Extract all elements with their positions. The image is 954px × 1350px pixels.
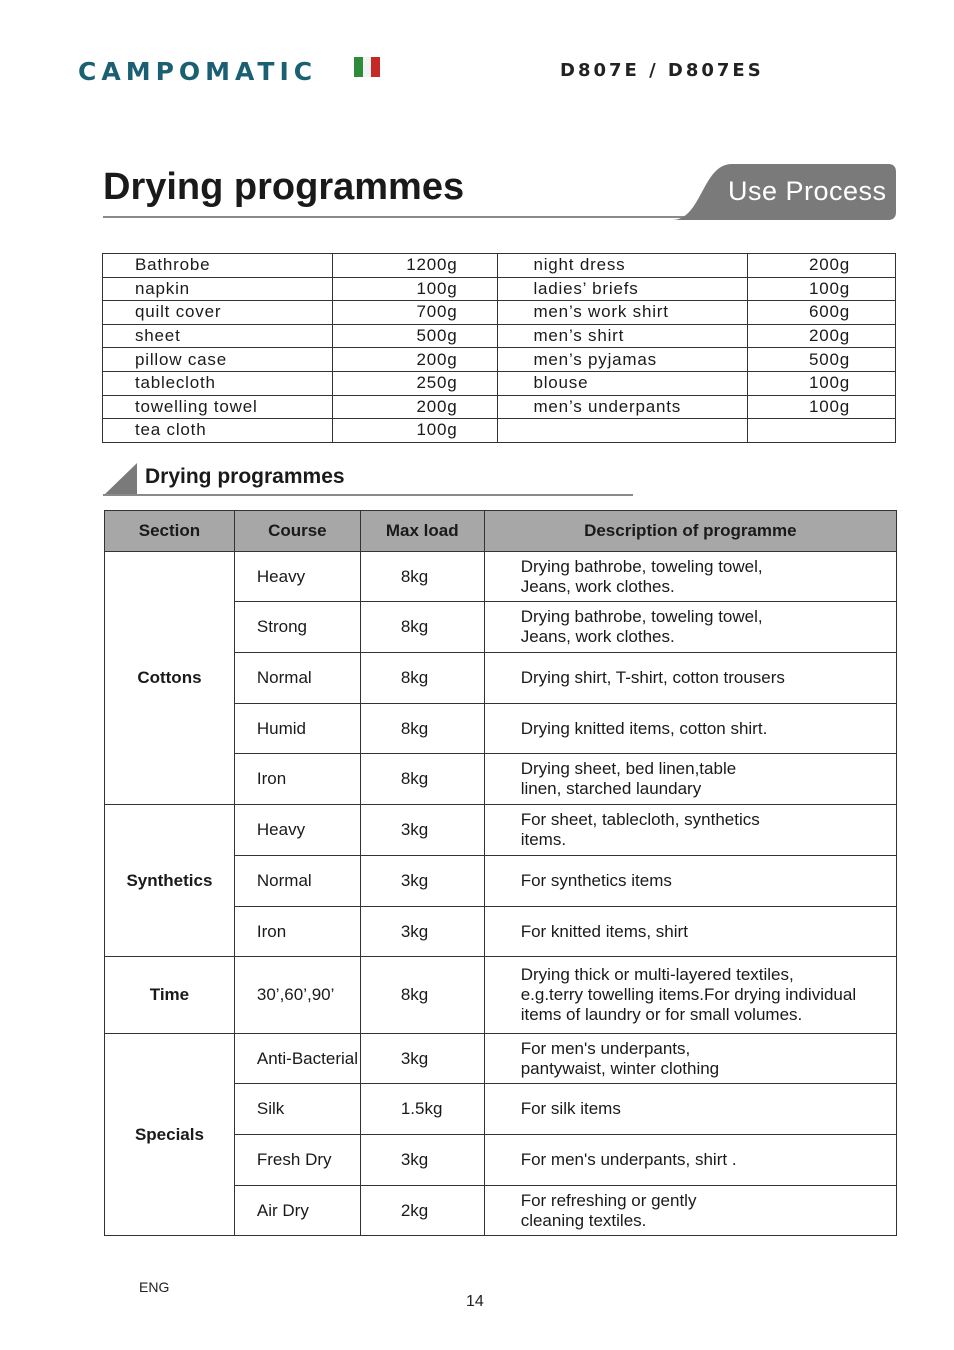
programme-description [484,957,896,1034]
weight-cell-a-val: 500g [332,324,498,348]
description-line: items. [520,830,567,849]
course-name: Heavy [234,805,360,856]
programme-description [484,907,896,957]
page-title: Drying programmes [103,166,465,208]
weight-cell-b-val: 500g [748,348,896,372]
weight-cell-b-val: 100g [748,395,896,419]
programme-row [105,1034,897,1084]
description-line: For men's underpants, [520,1038,691,1058]
weight-cell-a-val: 200g [332,348,498,372]
course-name: Iron [234,907,360,957]
description-line: For refreshing or gently [520,1190,697,1210]
title-divider [103,216,703,218]
subtitle-divider [103,494,633,496]
course-name: Fresh Dry [234,1135,360,1186]
flag-icon [354,57,380,77]
weight-row [103,277,896,301]
weight-cell-a-val: 700g [332,301,498,325]
max-load: 3kg [360,1135,484,1186]
weight-row [103,419,896,443]
weight-cell-a-val: 250g [332,371,498,395]
description-line: cleaning textiles. [520,1210,647,1230]
weight-cell-b-val: 200g [748,324,896,348]
flag-white [363,57,372,77]
brand-logo: CAMPOMATIC [78,57,318,86]
flag-red [371,57,380,77]
section-name: Cottons [105,552,235,805]
weight-row [103,395,896,419]
programme-row [105,805,897,856]
weight-cell-a-val: 100g [332,419,498,443]
description-line: Drying bathrobe, toweling towel, [520,607,763,626]
weight-cell-b-name: ladies’ briefs [498,277,748,301]
weight-cell-b-val [748,419,896,443]
weight-cell-a-name: Bathrobe [103,254,333,278]
header-course: Course [234,511,360,552]
max-load: 3kg [360,1034,484,1084]
header-section: Section [105,511,235,552]
programme-description [484,1186,896,1236]
programme-description [484,552,896,602]
programme-description [484,1084,896,1135]
model-number: D807E / D807ES [560,60,764,81]
weight-cell-a-name: towelling towel [103,395,333,419]
weight-cell-b-name [498,419,748,443]
description-line: linen, starched laundary [520,779,702,798]
programme-description [484,1034,896,1084]
weight-cell-a-name: quilt cover [103,301,333,325]
description-line: For silk items [520,1099,621,1118]
weight-cell-a-name: tea cloth [103,419,333,443]
programme-description [484,653,896,704]
max-load: 8kg [360,754,484,805]
language-label: ENG [139,1279,170,1295]
course-name: Heavy [234,552,360,602]
weight-row [103,348,896,372]
description-line: Jeans, work clothes. [520,576,675,596]
header-max-load: Max load [360,511,484,552]
weight-row [103,324,896,348]
description-line: For men's underpants, shirt . [520,1150,737,1169]
description-line: pantywaist, winter clothing [520,1058,720,1078]
weight-cell-b-name: night dress [498,254,748,278]
description-line: For sheet, tablecloth, synthetics [520,810,760,829]
programme-description [484,856,896,907]
weight-cell-b-name: men’s pyjamas [498,348,748,372]
weight-cell-a-name: sheet [103,324,333,348]
item-weights-table [102,253,896,443]
description-line: Drying bathrobe, toweling towel, [520,556,763,576]
course-name: Humid [234,704,360,754]
weight-cell-a-name: napkin [103,277,333,301]
section-tab-label: Use Process [728,176,887,206]
description-line: e.g.terry towelling items.For drying individual [520,985,857,1004]
description-line: Drying sheet, bed linen,table [520,759,737,778]
subtitle-triangle-icon [103,463,137,496]
description-line: items of laundry or for small volumes. [520,1005,803,1024]
weight-cell-b-val: 600g [748,301,896,325]
max-load: 3kg [360,805,484,856]
programme-description [484,704,896,754]
max-load: 3kg [360,856,484,907]
max-load: 8kg [360,602,484,653]
max-load: 1.5kg [360,1084,484,1135]
programme-row [105,552,897,602]
course-name: Strong [234,602,360,653]
weight-cell-a-val: 200g [332,395,498,419]
max-load: 8kg [360,957,484,1034]
max-load: 2kg [360,1186,484,1236]
flag-green [354,57,363,77]
weight-row [103,254,896,278]
weight-cell-a-name: tablecloth [103,371,333,395]
section-name: Specials [105,1034,235,1236]
programmes-subtitle: Drying programmes [145,465,345,488]
max-load: 8kg [360,704,484,754]
course-name: Normal [234,856,360,907]
section-name: Synthetics [105,805,235,957]
programme-description [484,754,896,805]
course-name: Silk [234,1084,360,1135]
course-name: Anti-Bacterial [234,1034,360,1084]
programme-row [105,957,897,1034]
weight-cell-b-val: 100g [748,371,896,395]
weight-cell-a-val: 1200g [332,254,498,278]
weight-cell-b-val: 100g [748,277,896,301]
page-number: 14 [466,1293,484,1310]
section-name: Time [105,957,235,1034]
course-name: Normal [234,653,360,704]
course-name: Air Dry [234,1186,360,1236]
course-name: Iron [234,754,360,805]
weight-cell-b-name: men’s work shirt [498,301,748,325]
weight-cell-b-name: men’s shirt [498,324,748,348]
header-description: Description of programme [484,511,896,552]
max-load: 8kg [360,552,484,602]
programme-description [484,805,896,856]
weight-cell-b-name: men’s underpants [498,395,748,419]
programme-description [484,1135,896,1186]
description-line: For synthetics items [520,871,672,890]
max-load: 3kg [360,907,484,957]
weight-cell-a-name: pillow case [103,348,333,372]
weight-cell-a-val: 100g [332,277,498,301]
course-name: 30’,60’,90’ [234,957,360,1034]
description-line: Jeans, work clothes. [520,627,675,646]
weight-cell-b-name: blouse [498,371,748,395]
description-line: Drying thick or multi-layered textiles, [520,965,794,984]
description-line: Drying knitted items, cotton shirt. [520,718,768,738]
drying-programmes-table [104,510,897,1236]
weight-row [103,371,896,395]
weight-row [103,301,896,325]
max-load: 8kg [360,653,484,704]
programme-description [484,602,896,653]
weight-cell-b-val: 200g [748,254,896,278]
description-line: Drying shirt, T-shirt, cotton trousers [520,668,785,687]
description-line: For knitted items, shirt [520,921,688,941]
